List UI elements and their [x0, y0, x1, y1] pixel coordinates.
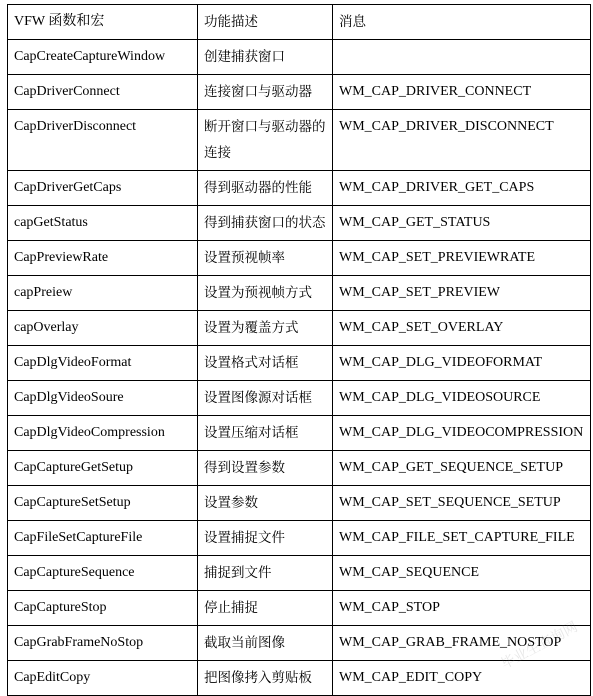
table-row — [8, 591, 591, 626]
message-cell: WM_CAP_FILE_SET_CAPTURE_FILE — [333, 521, 591, 556]
description-cell: 设置为覆盖方式 — [198, 311, 333, 346]
description-cell: 把图像拷入剪贴板 — [198, 661, 333, 696]
table-row — [8, 416, 591, 451]
table-row — [8, 346, 591, 381]
description-cell: 设置捕捉文件 — [198, 521, 333, 556]
table-row — [8, 661, 591, 696]
function-cell: CapDriverConnect — [8, 75, 198, 110]
description-cell: 连接窗口与驱动器 — [198, 75, 333, 110]
message-cell: WM_CAP_DRIVER_GET_CAPS — [333, 171, 591, 206]
message-cell: WM_CAP_DRIVER_CONNECT — [333, 75, 591, 110]
description-cell: 设置格式对话框 — [198, 346, 333, 381]
description-cell: 得到设置参数 — [198, 451, 333, 486]
message-cell: WM_CAP_EDIT_COPY — [333, 661, 591, 696]
table-row — [8, 75, 591, 110]
function-cell: capOverlay — [8, 311, 198, 346]
message-cell: WM_CAP_SEQUENCE — [333, 556, 591, 591]
function-cell: CapCaptureSetSetup — [8, 486, 198, 521]
table-row — [8, 171, 591, 206]
description-cell: 设置预视帧率 — [198, 241, 333, 276]
function-cell: capGetStatus — [8, 206, 198, 241]
description-cell: 截取当前图像 — [198, 626, 333, 661]
description-cell: 断开窗口与驱动器的连接 — [198, 110, 333, 171]
description-cell: 停止捕捉 — [198, 591, 333, 626]
description-cell: 捕捉到文件 — [198, 556, 333, 591]
table-row — [8, 311, 591, 346]
message-cell — [333, 40, 591, 75]
table-row — [8, 451, 591, 486]
watermark: 毕业生查询网 — [498, 619, 581, 673]
function-cell: capPreiew — [8, 276, 198, 311]
description-cell: 设置图像源对话框 — [198, 381, 333, 416]
message-cell: WM_CAP_SET_SEQUENCE_SETUP — [333, 486, 591, 521]
function-cell: CapFileSetCaptureFile — [8, 521, 198, 556]
description-cell: 得到捕获窗口的状态 — [198, 206, 333, 241]
description-cell: 设置参数 — [198, 486, 333, 521]
description-cell: 设置压缩对话框 — [198, 416, 333, 451]
message-cell: WM_CAP_DLG_VIDEOCOMPRESSION — [333, 416, 591, 451]
function-cell: CapCreateCaptureWindow — [8, 40, 198, 75]
function-cell: CapCaptureSequence — [8, 556, 198, 591]
function-cell: CapCaptureStop — [8, 591, 198, 626]
function-cell: CapDriverGetCaps — [8, 171, 198, 206]
header-message: 消息 — [333, 5, 591, 40]
table-row — [8, 40, 591, 75]
table-row — [8, 206, 591, 241]
vfw-functions-table — [7, 4, 591, 696]
description-cell: 创建捕获窗口 — [198, 40, 333, 75]
function-cell: CapDlgVideoCompression — [8, 416, 198, 451]
message-cell: WM_CAP_DRIVER_DISCONNECT — [333, 110, 591, 171]
message-cell: WM_CAP_DLG_VIDEOFORMAT — [333, 346, 591, 381]
table-row — [8, 626, 591, 661]
message-cell: WM_CAP_SET_OVERLAY — [333, 311, 591, 346]
message-cell: WM_CAP_STOP — [333, 591, 591, 626]
message-cell: WM_CAP_GET_SEQUENCE_SETUP — [333, 451, 591, 486]
message-cell: WM_CAP_SET_PREVIEW — [333, 276, 591, 311]
header-vfw-function: VFW 函数和宏 — [8, 5, 198, 40]
description-cell: 设置为预视帧方式 — [198, 276, 333, 311]
function-cell: CapCaptureGetSetup — [8, 451, 198, 486]
table-row — [8, 381, 591, 416]
message-cell: WM_CAP_DLG_VIDEOSOURCE — [333, 381, 591, 416]
message-cell: WM_CAP_SET_PREVIEWRATE — [333, 241, 591, 276]
function-cell: CapEditCopy — [8, 661, 198, 696]
table-body — [8, 40, 591, 696]
table-row — [8, 556, 591, 591]
table-row — [8, 486, 591, 521]
function-cell: CapGrabFrameNoStop — [8, 626, 198, 661]
table-row — [8, 241, 591, 276]
function-cell: CapDlgVideoSoure — [8, 381, 198, 416]
function-cell: CapDlgVideoFormat — [8, 346, 198, 381]
table-header-row — [8, 5, 591, 40]
message-cell: WM_CAP_GET_STATUS — [333, 206, 591, 241]
message-cell: WM_CAP_GRAB_FRAME_NOSTOP — [333, 626, 591, 661]
table-row — [8, 521, 591, 556]
function-cell: CapDriverDisconnect — [8, 110, 198, 171]
header-description: 功能描述 — [198, 5, 333, 40]
description-cell: 得到驱动器的性能 — [198, 171, 333, 206]
table-row — [8, 110, 591, 171]
function-cell: CapPreviewRate — [8, 241, 198, 276]
table-row — [8, 276, 591, 311]
